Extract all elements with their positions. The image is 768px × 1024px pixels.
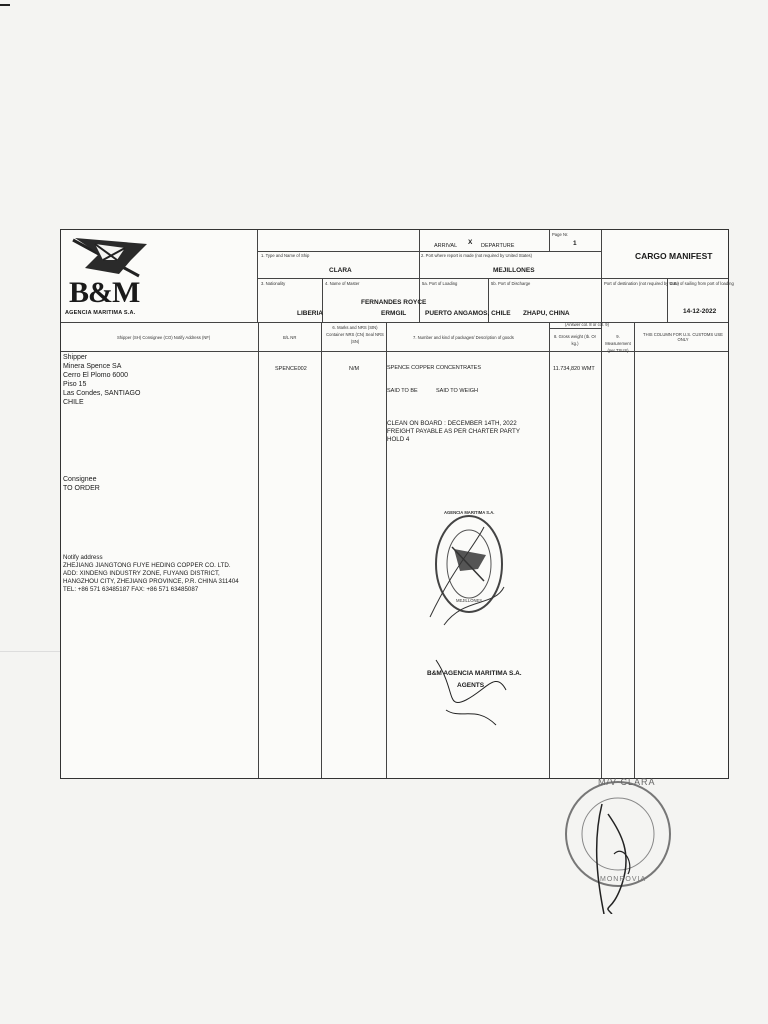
loading-port: PUERTO ANGAMOS, CHILE (425, 310, 511, 317)
signature-icon (426, 650, 516, 730)
nationality-label: 3. Nationality (261, 281, 286, 286)
company-name: AGENCIA MARITIMA S.A. (65, 310, 136, 316)
col-customs-header: THIS COLUMN FOR U.S. CUSTOMS USE ONLY (643, 332, 723, 342)
agency-stamp (424, 507, 514, 627)
sailing-date: 14-12-2022 (683, 308, 717, 315)
destination-port-label: Port of destination (not required by U.S.) (604, 281, 679, 286)
ship-stamp-top: M/V CLARA (598, 777, 656, 787)
arrival-label: ARRIVAL (434, 243, 458, 249)
marks-value: N/M (349, 366, 360, 372)
ship-name: CLARA (329, 267, 352, 274)
loading-port-label: 5a. Port of Loading (422, 281, 458, 286)
discharge-port: ZHAPU, CHINA (523, 310, 570, 317)
document-title: CARGO MANIFEST (635, 251, 713, 261)
discharge-port-label: 5b. Port of Discharge (491, 281, 531, 286)
bl-number: SPENCE002 (275, 366, 307, 372)
said-to-be: SAID TO BE (387, 388, 418, 394)
said-to-weigh: SAID TO WEIGH (436, 388, 478, 394)
logo-block (61, 230, 258, 322)
departure-label: DEPARTURE (481, 243, 515, 249)
flag-logo-icon (69, 232, 149, 280)
page-number-label: Page Nr. (552, 232, 569, 237)
agency-seal-icon (424, 507, 514, 627)
agents-caption: AGENTS (457, 682, 485, 689)
arrival-mark: X (468, 239, 473, 246)
col-bl-header: B/L NR (283, 335, 297, 340)
notify-block: Notify address ZHEJIANG JIANGTONG FUYE HEDING COPPER CO. LTD. ADD: XINDENG INDUSTRY ZONE, FUYANG DISTRICT, HANGZHOU CITY, ZHEJIANG PROVINCE, P.R. CHINA 311404 TEL: +86 571 63485187 FAX: +86 571 63485087 (63, 554, 239, 594)
master-label: 4. Name of Master (325, 281, 360, 286)
agency-caption: B&M AGENCIA MARITIMA S.A. (427, 670, 522, 677)
cargo-manifest-form (60, 229, 734, 779)
page-number: 1 (573, 240, 577, 247)
answer-note: (Answer col. 8 or col. 9) (565, 322, 609, 327)
remarks: CLEAN ON BOARD : DECEMBER 14TH, 2022 FREIGHT PAYABLE AS PER CHARTER PARTY HOLD 4 (387, 420, 520, 444)
sailing-date-label: Date of sailing from port of loading (670, 281, 734, 286)
col-shipper-header: Shipper (SH) Consignee (CO) Notify Address (NF) (117, 335, 211, 340)
goods-description: SPENCE COPPER CONCENTRATES (387, 365, 482, 371)
col-marks-header: 6. Marks and NRS (StN) Container NRS (CN) Seal NRS (SN) (326, 325, 384, 345)
shipper-block: Shipper Minera Spence SA Cerro El Plomo 6000 Piso 15 Las Condes, SANTIAGO CHILE (63, 354, 141, 407)
master-name-line2: ERMGIL (381, 310, 407, 317)
gross-weight: 11.734,820 WMT (553, 366, 595, 372)
consignee-block: Consignee TO ORDER (63, 476, 100, 493)
col-gross-header: 8. Gross weight (Ib. Or kg.) (553, 334, 597, 347)
agency-stamp-ring-text: AGENCIA MARITIMA S.A. (444, 510, 495, 515)
col-packages-header: 7. Number and kind of packages/ Description of goods (413, 335, 514, 340)
report-port-label: 2. Port where report is made (not required by United States) (421, 253, 533, 258)
ship-stamp-bottom: MONROVIA (600, 876, 647, 883)
company-logo-text: B&M (69, 276, 140, 309)
master-name-line1: FERNANDES ROYCE (361, 299, 427, 306)
scan-edge-mark (0, 4, 10, 6)
ship-stamp (562, 764, 674, 914)
ship-label: 1. Type and Name of Ship (261, 253, 310, 258)
report-port: MEJILLONES (493, 267, 535, 274)
col-measure-header: 9. Measurement (per TSUS) (605, 334, 631, 354)
agency-stamp-inner-text: MEJILLONES (456, 598, 483, 603)
nationality: LIBERIA (297, 310, 323, 317)
